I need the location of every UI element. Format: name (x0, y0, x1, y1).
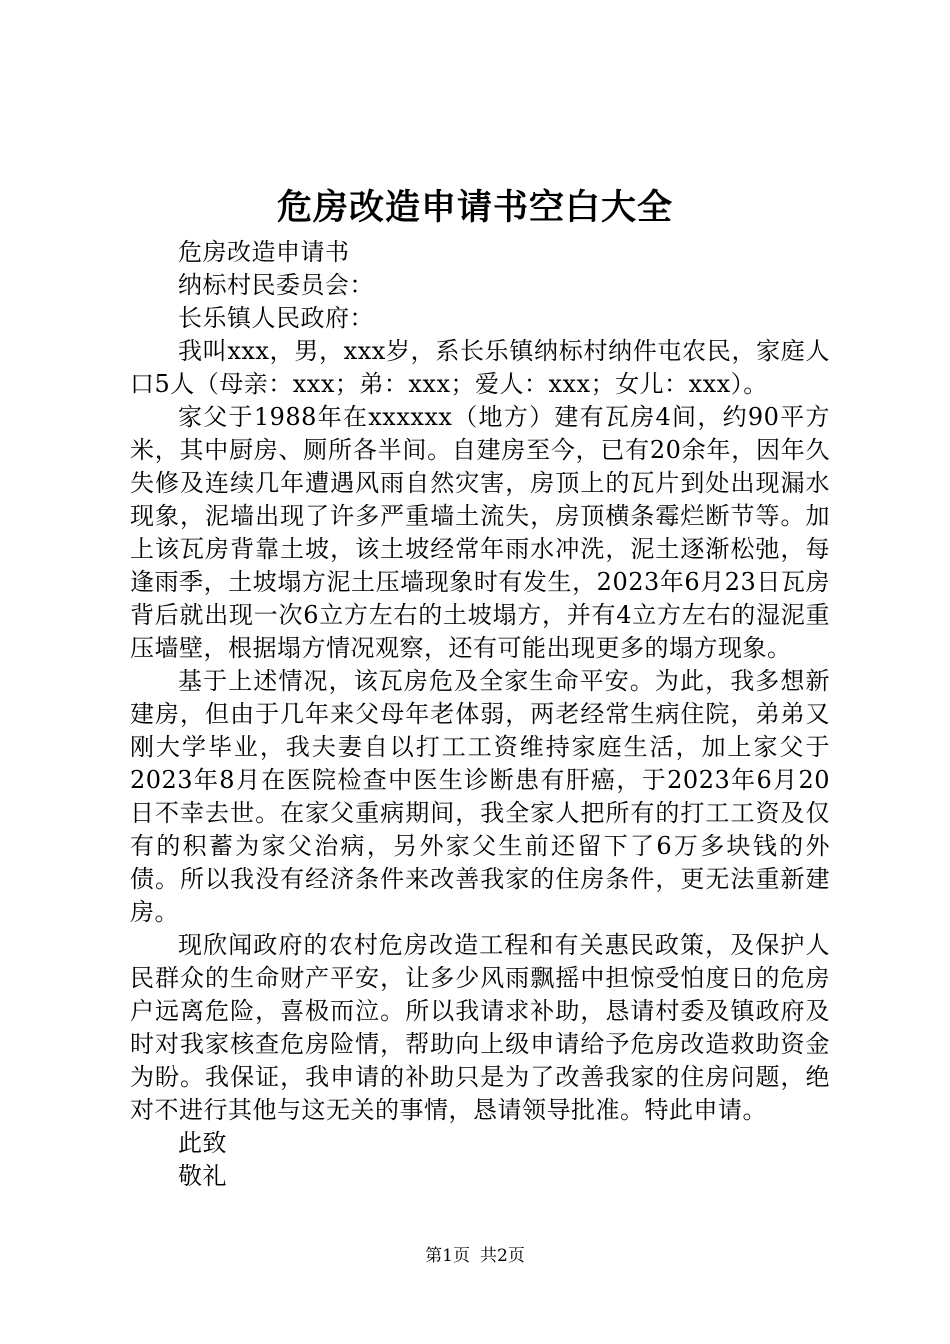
document-title: 危房改造申请书空白大全 (276, 187, 673, 228)
letter-heading: 危房改造申请书 (178, 238, 350, 266)
page-number: 第1页 (425, 1246, 470, 1266)
page-total: 共2页 (480, 1246, 525, 1266)
paragraph-family-hardship: 基于上述情况，该瓦房危及全家生命平安。为此，我多想新建房，但由于几年来父母年老体弱，两老经常生病住院，弟弟又刚大学毕业，我夫妻自以打工工资维持家庭生活，加上家父于2023年8月在医院检查中医生诊断患有肝癌，于2023年6月20日不幸去世。在家父重病期间，我全家人把所有的打工工资及仅有的积蓄为家父治病，另外家父生前还留下了6万多块钱的外债。所以我没有经济条件来改善我家的住房条件，更无法重新建房。 (130, 667, 830, 926)
recipient-town-government: 长乐镇人民政府： (178, 304, 374, 332)
closing-regards: 敬礼 (178, 1162, 227, 1190)
recipient-village-committee: 纳标村民委员会： (178, 271, 374, 299)
page-footer (0, 1244, 950, 1268)
paragraph-request: 现欣闻政府的农村危房改造工程和有关惠民政策，及保护人民群众的生命财产平安，让多少风雨飘摇中担惊受怕度日的危房户远离危险，喜极而泣。所以我请求补助，恳请村委及镇政府及时对我家核查危房险情，帮助向上级申请给予危房改造救助资金为盼。我保证，我申请的补助只是为了改善我家的住房问题，绝对不进行其他与这无关的事情，恳请领导批准。特此申请。 (130, 931, 830, 1124)
paragraph-applicant-info: 我叫xxx，男，xxx岁，系长乐镇纳标村纳件屯农民，家庭人口5人（母亲：xxx；弟：xxx；爱人：xxx；女儿：xxx）。 (130, 337, 830, 398)
document-body (130, 236, 830, 1193)
paragraph-house-condition: 家父于1988年在xxxxxx（地方）建有瓦房4间，约90平方米，其中厨房、厕所各半间。自建房至今，已有20余年，因年久失修及连续几年遭遇风雨自然灾害，房顶上的瓦片到处出现漏水现象，泥墙出现了许多严重墙土流失，房顶横条霉烂断节等。加上该瓦房背靠土坡，该土坡经常年雨水冲洗，泥土逐渐松弛，每逢雨季，土坡塌方泥土压墙现象时有发生，2023年6月23日瓦房背后就出现一次6立方左右的土坡塌方，并有4立方左右的湿泥重压墙壁，根据塌方情况观察，还有可能出现更多的塌方现象。 (130, 403, 830, 662)
closing-salutation: 此致 (178, 1129, 227, 1157)
